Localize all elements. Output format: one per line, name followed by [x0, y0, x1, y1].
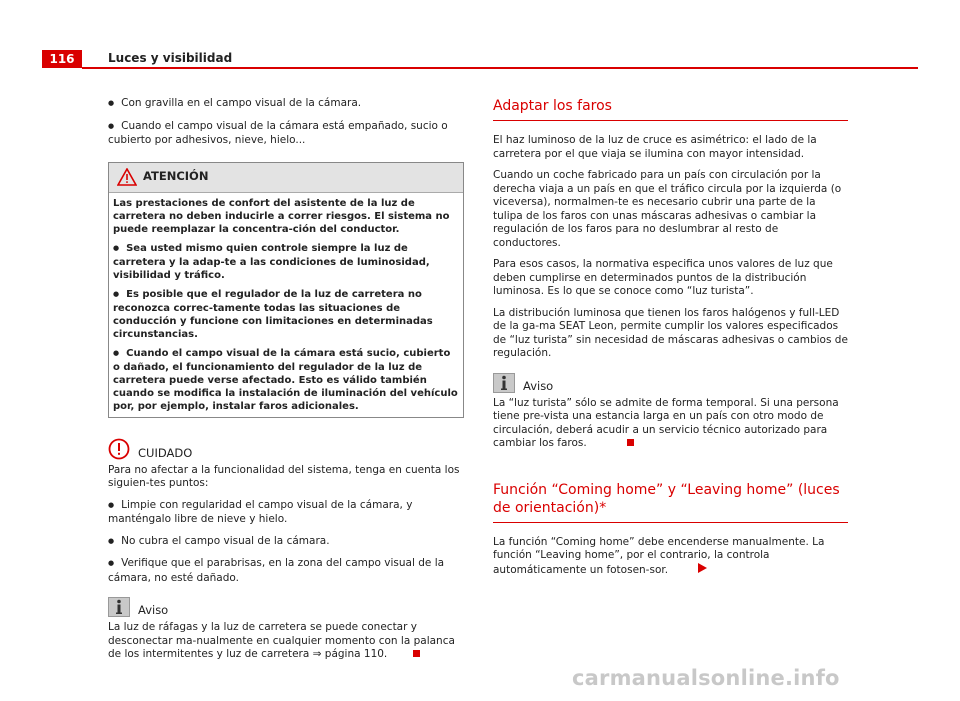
caution-title: CUIDADO	[138, 445, 193, 460]
note-text: La luz de ráfagas y la luz de carretera se puede conectar y desconectar ma-nualmente en cualquier momento con la palanca de los intermitentes y luz de carretera ⇒ página 110.	[108, 621, 455, 660]
left-column	[108, 97, 464, 662]
warning-title: ATENCIÓN	[143, 169, 209, 184]
note-title: Aviso	[523, 378, 554, 393]
section-rule	[493, 522, 848, 523]
header-rule	[82, 67, 918, 69]
caution-intro: Para no afectar a la funcionalidad del sistema, tenga en cuenta los siguien-tes puntos:	[108, 463, 460, 489]
paragraph: Para esos casos, la normativa especifica unos valores de luz que deben cumplirse en determinados puntos de la distribución luminosa. Es lo que se conoce como “luz turista”.	[493, 258, 833, 297]
paragraph: El haz luminoso de la luz de cruce es asimétrico: el lado de la carretera por el que viaja se ilumina con mayor intensidad.	[493, 134, 817, 160]
note-title: Aviso	[138, 603, 169, 617]
warning-header	[109, 163, 463, 193]
paragraph: La distribución luminosa que tienen los faros halógenos y full-LED de la ga-ma SEAT Leon, permite cumplir los valores especificados de “luz turista” sin necesidad de máscaras adhesivas o cambios de regulación.	[493, 306, 848, 359]
note-header	[493, 373, 848, 393]
list-item: ● Sea usted mismo quien controle siempre la luz de carretera y la adap-te a las condiciones de luminosidad, visibilidad y tráfico.	[113, 242, 459, 282]
caution-header	[108, 438, 464, 460]
list-item: ● No cubra el campo visual de la cámara.	[108, 535, 464, 550]
continued-arrow-icon	[698, 563, 707, 573]
page-header-title: Luces y visibilidad	[108, 51, 233, 65]
end-of-section-mark	[413, 650, 420, 657]
paragraph: Cuando un coche fabricado para un país con circulación por la derecha viaja a un país en que el tráfico circula por la izquierda (o viceversa), normalmen-te es necesario cubrir una parte de la tulipa de los faros con unas máscaras adhesivas o cambiar la regulación de los faros para no deslumbrar al resto de conductores.	[493, 169, 842, 249]
note-text: La “luz turista” sólo se admite de forma temporal. Si una persona tiene pre-vista una estancia larga en un país con otro modo de circulación, deberá acudir a un servicio técnico autorizado para cambiar los faros.	[493, 396, 839, 449]
list-item: ● Cuando el campo visual de la cámara está empañado, sucio o cubierto por adhesivos, nieve, hielo...	[108, 120, 464, 148]
list-item: ● Con gravilla en el campo visual de la cámara.	[108, 97, 464, 112]
section-rule	[493, 120, 848, 121]
warning-box	[108, 162, 464, 418]
info-icon	[108, 597, 130, 617]
list-item: ● Cuando el campo visual de la cámara está sucio, cubierto o dañado, el funcionamiento del regulador de la luz de carretera puede verse afectado. Esto es válido también cuando se modifica la instalación de iluminación del vehículo por, por ejemplo, instalar faros adicionales.	[113, 347, 459, 413]
caution-icon	[108, 438, 130, 460]
warning-intro: Las prestaciones de confort del asistente de la luz de carretera no deben inducirle a correr riesgos. El sistema no puede reemplazar la concentra-ción del conductor.	[113, 197, 450, 235]
list-item: ● Limpie con regularidad el campo visual de la cámara, y manténgalo libre de nieve y hielo.	[108, 499, 464, 527]
end-of-section-mark	[627, 439, 634, 446]
warning-body	[109, 193, 463, 417]
section-title: Adaptar los faros	[493, 98, 612, 114]
section-title: Función “Coming home” y “Leaving home” (luces de orientación)*	[493, 481, 840, 516]
page-number: 116	[42, 50, 82, 68]
right-column	[493, 97, 848, 585]
watermark: carmanualsonline.info	[572, 666, 840, 690]
warning-triangle-icon	[117, 168, 137, 186]
paragraph: La función “Coming home” debe encenderse manualmente. La función “Leaving home”, por el contrario, la controla automáticamente un fotosen-sor.	[493, 535, 825, 576]
note-header	[108, 597, 464, 617]
list-item: ● Es posible que el regulador de la luz de carretera no reconozca correc-tamente todas las situaciones de conducción y funcione con limitaciones en determinadas circunstancias.	[113, 288, 459, 341]
info-icon	[493, 373, 515, 393]
list-item: ● Verifique que el parabrisas, en la zona del campo visual de la cámara, no esté dañado.	[108, 557, 464, 585]
